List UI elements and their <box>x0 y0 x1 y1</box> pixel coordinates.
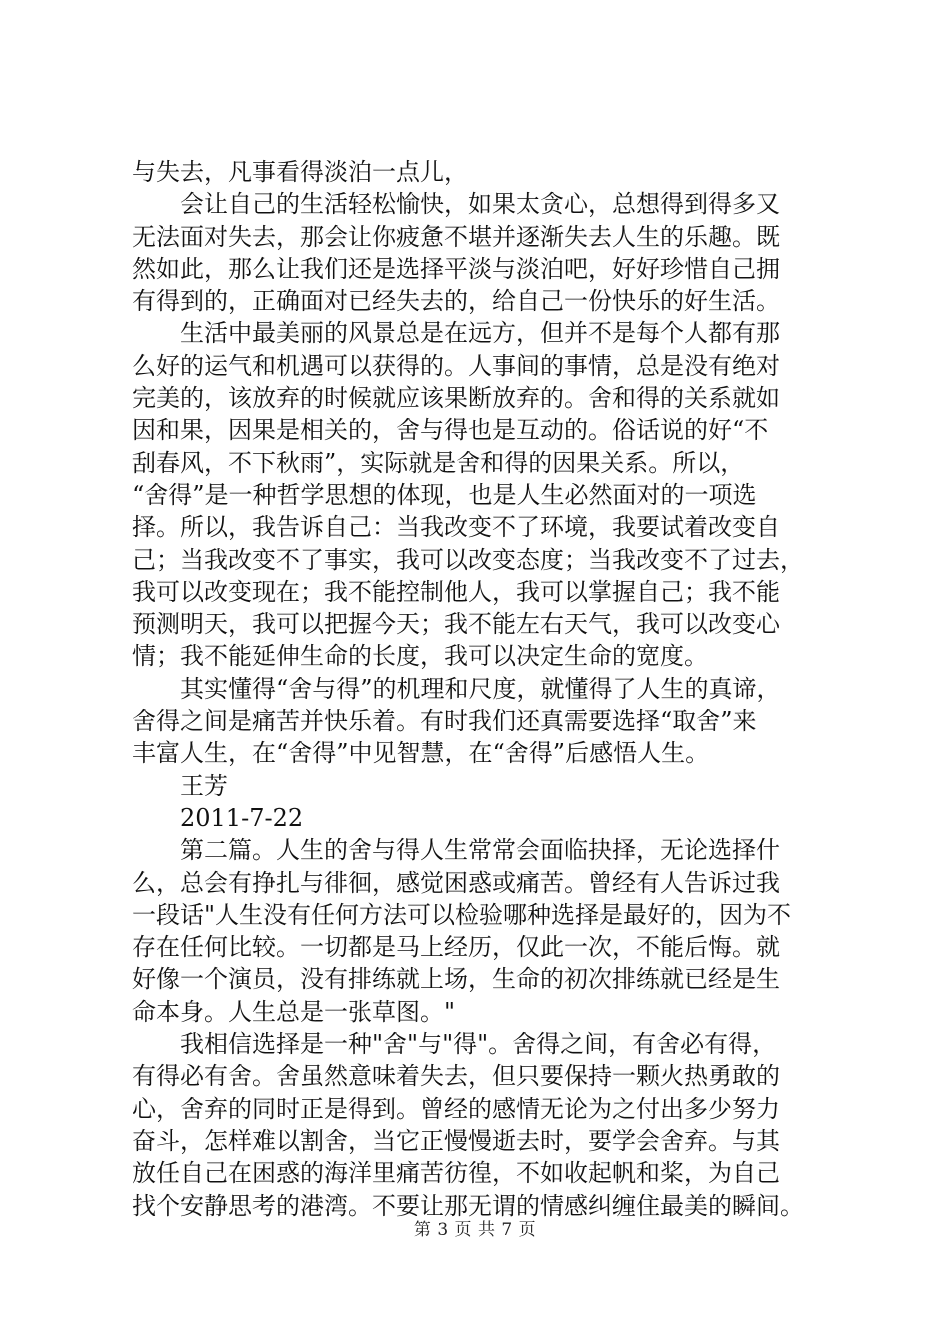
text-line: 我可以改变现在；我不能控制他人，我可以掌握自己；我不能 <box>132 577 780 606</box>
text-line: 么，总会有挣扎与徘徊，感觉困惑或痛苦。曾经有人告诉过我 <box>132 868 780 897</box>
text-line: “舍得”是一种哲学思想的体现，也是人生必然面对的一项选 <box>132 480 757 509</box>
text-line: 刮春风，不下秋雨”，实际就是舍和得的因果关系。所以， <box>132 448 745 477</box>
text-line: 完美的，该放弃的时候就应该果断放弃的。舍和得的关系就如 <box>132 384 780 413</box>
text-line: 丰富人生，在“舍得”中见智慧，在“舍得”后感悟人生。 <box>132 739 710 768</box>
text-line: 生活中最美丽的风景总是在远方，但并不是每个人都有那 <box>180 319 780 348</box>
text-line: 情；我不能延伸生命的长度，我可以决定生命的宽度。 <box>132 642 708 671</box>
text-line: 会让自己的生活轻松愉快，如果太贪心，总想得到得多又 <box>180 190 780 219</box>
text-line: 因和果，因果是相关的，舍与得也是互动的。俗话说的好“不 <box>132 416 769 445</box>
text-line: 有得到的，正确面对已经失去的，给自己一份快乐的好生活。 <box>132 287 780 316</box>
text-line: 有得必有舍。舍虽然意味着失去，但只要保持一颗火热勇敢的 <box>132 1062 780 1091</box>
text-line: 么好的运气和机遇可以获得的。人事间的事情，总是没有绝对 <box>132 351 780 380</box>
text-line: 我相信选择是一种"舍"与"得"。舍得之间，有舍必有得， <box>180 1030 777 1059</box>
text-line: 己；当我改变不了事实，我可以改变态度；当我改变不了过去， <box>132 545 804 574</box>
text-line: 找个安静思考的港湾。不要让那无谓的情感纠缠住最美的瞬间。 <box>132 1191 804 1220</box>
text-line: 无法面对失去，那会让你疲惫不堪并逐渐失去人生的乐趣。既 <box>132 222 780 251</box>
text-line: 预测明天，我可以把握今天；我不能左右天气，我可以改变心 <box>132 610 780 639</box>
text-line: 然如此，那么让我们还是选择平淡与淡泊吧，好好珍惜自己拥 <box>132 254 780 283</box>
text-line: 命本身。人生总是一张草图。" <box>132 997 456 1026</box>
document-body <box>132 156 852 1222</box>
text-line: 奋斗，怎样难以割舍，当它正慢慢逝去时，要学会舍弃。与其 <box>132 1126 780 1155</box>
text-line: 与失去，凡事看得淡泊一点儿， <box>132 158 468 186</box>
text-line: 王芳 <box>180 771 228 800</box>
text-line: 存在任何比较。一切都是马上经历，仅此一次，不能后悔。就 <box>132 933 780 962</box>
text-line: 其实懂得“舍与得”的机理和尺度，就懂得了人生的真谛， <box>180 674 781 703</box>
text-line: 第二篇。人生的舍与得人生常常会面临抉择，无论选择什 <box>180 836 780 865</box>
text-line: 好像一个演员，没有排练就上场，生命的初次排练就已经是生 <box>132 965 780 994</box>
text-line: 择。所以，我告诉自己：当我改变不了环境，我要试着改变自 <box>132 513 780 542</box>
text-line: 心，舍弃的同时正是得到。曾经的感情无论为之付出多少努力 <box>132 1094 780 1123</box>
text-line: 舍得之间是痛苦并快乐着。有时我们还真需要选择“取舍”来 <box>132 707 757 736</box>
text-line: 2011-7-22 <box>180 803 304 832</box>
page-number-footer: 第 3 页 共 7 页 <box>413 1220 537 1240</box>
text-line: 放任自己在困惑的海洋里痛苦彷徨，不如收起帆和桨，为自己 <box>132 1159 780 1188</box>
text-line: 一段话"人生没有任何方法可以检验哪种选择是最好的，因为不 <box>132 900 792 929</box>
